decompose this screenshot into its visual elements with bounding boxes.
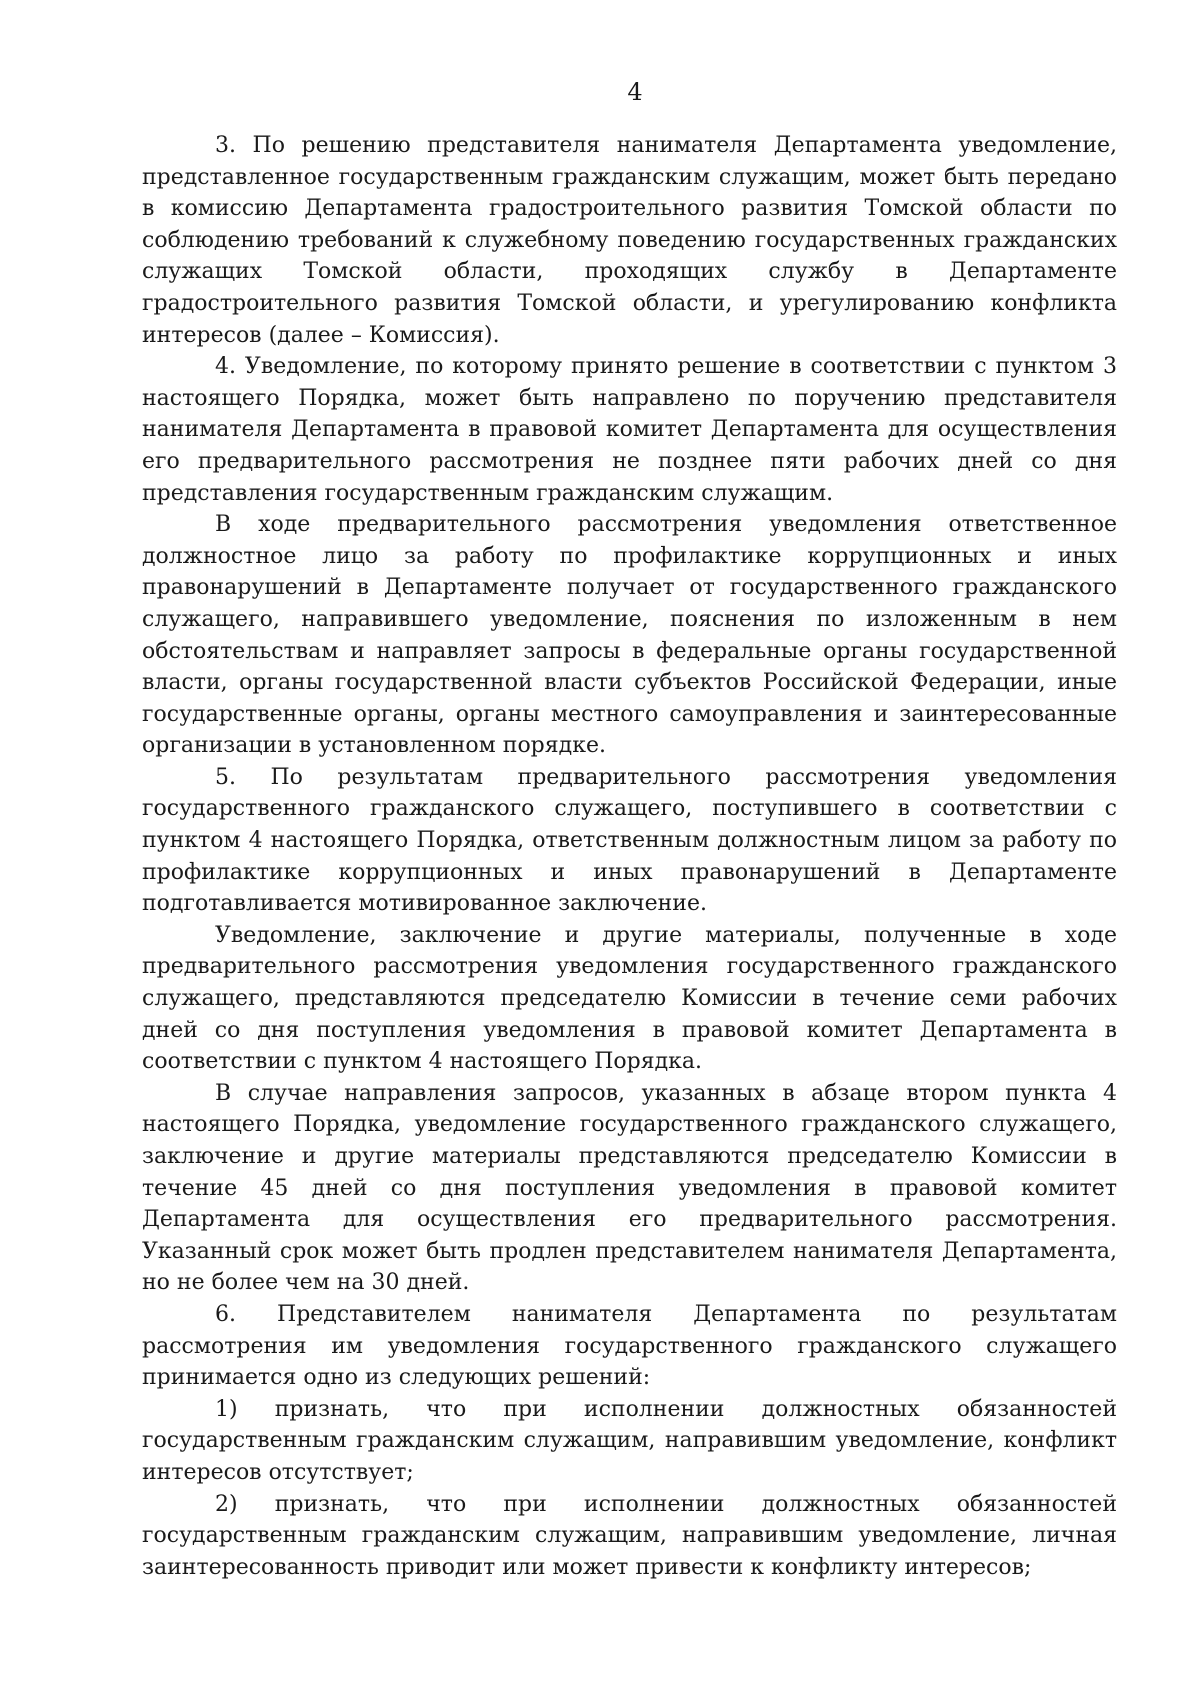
paragraph-item-5: 5. По результатам предварительного рассмотрения уведомления государственного гражданского служащего, поступившего в соответствии с пунктом 4 настоящего Порядка, ответственным должностным лицом за работу по профилактике коррупционных и иных правонарушений в Департаменте подготавливается мотивированное заключение. [142, 764, 1117, 917]
paragraph-item-6: 6. Представителем нанимателя Департамента по результатам рассмотрения им уведомления государственного гражданского служащего принимается одно из следующих решений: [142, 1301, 1117, 1391]
paragraph-item-3: 3. По решению представителя нанимателя Департамента уведомление, представленное государственным гражданским служащим, может быть передано в комиссию Департамента градостроительного развития Томской области по соблюдению требований к служебному поведению государственных гражданских служащих Томской области, проходящих службу в Департаменте градостроительного развития Томской области, и урегулированию конфликта интересов (далее – Комиссия). [142, 133, 1117, 348]
paragraph-item-5-part-2: Уведомление, заключение и другие материалы, полученные в ходе предварительного рассмотрения уведомления государственного гражданского служащего, представляются председателю Комиссии в течение семи рабочих дней со дня поступления уведомления в правовой комитет Департамента в соответствии с пунктом 4 настоящего Порядка. [142, 922, 1117, 1075]
paragraph-item-4: 4. Уведомление, по которому принято решение в соответствии с пунктом 3 настоящего Порядка, может быть направлено по поручению представителя нанимателя Департамента в правовой комитет Департамента для осуществления его предварительного рассмотрения не позднее пяти рабочих дней со дня представления государственным гражданским служащим. [142, 354, 1117, 506]
paragraph-item-4-part-2: В ходе предварительного рассмотрения уведомления ответственное должностное лицо за работу по профилактике коррупционных и иных правонарушений в Департаменте получает от государственного гражданского служащего, направившего уведомление, пояснения по изложенным в нем обстоятельствам и направляет запросы в федеральные органы государственной власти, органы государственной власти субъектов Российской Федерации, иные государственные органы, органы местного самоуправления и заинтересованные организации в установленном порядке. [142, 512, 1117, 759]
page-number: 4 [627, 78, 643, 106]
paragraph-item-5-part-3: В случае направления запросов, указанных в абзаце втором пункта 4 настоящего Порядка, уведомление государственного гражданского служащего, заключение и другие материалы представляются председателю Комиссии в течение 45 дней со дня поступления уведомления в правовой комитет Департамента для осуществления его предварительного рассмотрения. Указанный срок может быть продлен представителем нанимателя Департамента, но не более чем на 30 дней. [142, 1080, 1117, 1296]
document-body [142, 130, 1117, 1583]
paragraph-subitem-2: 2) признать, что при исполнении должностных обязанностей государственным гражданским служащим, направившим уведомление, личная заинтересованность приводит или может привести к конфликту интересов; [142, 1491, 1117, 1580]
paragraph-subitem-1: 1) признать, что при исполнении должностных обязанностей государственным гражданским служащим, направившим уведомление, конфликт интересов отсутствует; [142, 1396, 1117, 1485]
